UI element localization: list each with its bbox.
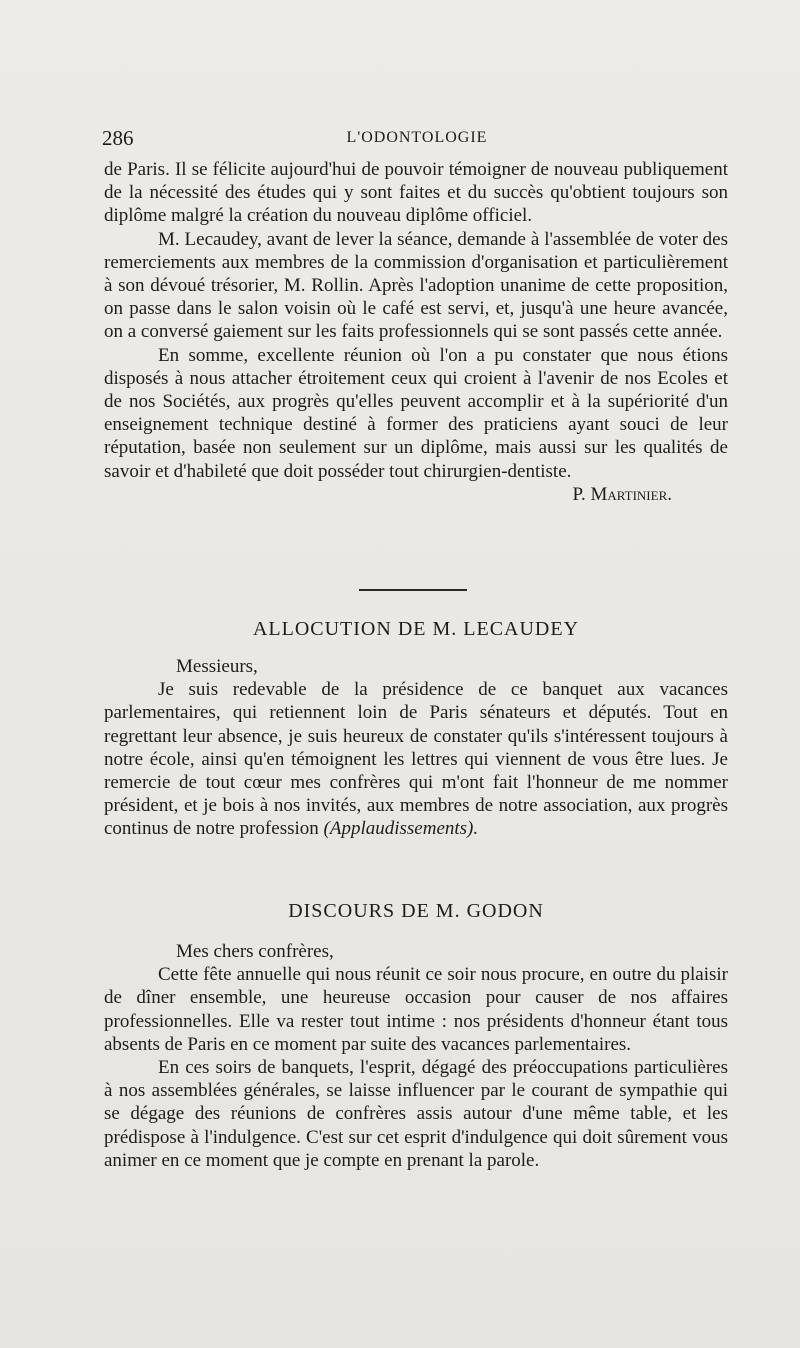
salutation-confreres: Mes chers confrères, bbox=[176, 941, 334, 962]
heading-discours: DISCOURS DE M. GODON bbox=[288, 900, 544, 922]
page-number: 286 bbox=[102, 126, 134, 150]
paragraph-soirs-banquets: En ces soirs de banquets, l'esprit, dégagé des préoccupations particulières à nos assemblées générales, se laisse influencer par le courant de sympathie qui se dégage des réunions de confrères assis autour d'une même table, et les prédispose à l'indulgence. C'est sur cet esprit d'indulgence qui doit sûrement vous animer en ce moment que je compte en prenant la parole. bbox=[104, 1057, 728, 1171]
report-conclusion bbox=[104, 158, 728, 506]
signature-name: Martinier. bbox=[590, 483, 672, 505]
applause-note: (Applaudissements). bbox=[323, 818, 479, 840]
paragraph-lecaudey-seance: M. Lecaudey, avant de lever la séance, demande à l'assemblée de voter des remerciements aux membres de la commission d'organisation et particulièrement à son dévoué trésorier, M. Rollin. Après l'adoption unanime de cette proposition, on passe dans le salon voisin où le café est servi, et, jusqu'à une heure avancée, on a conversé gaiement sur les faits professionnels qui se sont passés cette année. bbox=[104, 228, 728, 343]
salutation-messieurs: Messieurs, bbox=[176, 656, 258, 677]
paragraph-en-somme: En somme, excellente réunion où l'on a pu constater que nous étions disposés à nous attacher étroitement ceux qui croient à l'avenir de nos Ecoles et de nos Sociétés, aux progrès qu'elles peuvent accomplir et à la supériorité d'un enseignement technique destiné à former des praticiens ayant souci de leur réputation, basée non seulement sur un diplôme, mais aussi sur les qualités de savoir et d'habileté que doit posséder tout chirurgien-dentiste. bbox=[104, 344, 728, 482]
section-divider bbox=[359, 589, 467, 591]
allocution-lecaudey bbox=[104, 655, 728, 841]
discours-godon bbox=[104, 940, 728, 1172]
allocution-body bbox=[104, 678, 728, 840]
page-header bbox=[102, 126, 732, 156]
paragraph-de-paris: de Paris. Il se félicite aujourd'hui de pouvoir témoigner de nouveau publiquement de la nécessité des études qui y sont faites et du succès qu'obtient toujours son diplôme malgré la création du nouveau diplôme officiel. bbox=[104, 159, 728, 227]
paragraph-fete-annuelle: Cette fête annuelle qui nous réunit ce soir nous procure, en outre du plaisir de dîner ensemble, une heureuse occasion pour causer de nos affaires professionnelles. Elle va rester tout intime : nos présidents d'honneur étant tous absents de Paris en ce moment par suite des vacances parlementaires. bbox=[104, 964, 728, 1055]
signature bbox=[104, 483, 672, 506]
heading-allocution: ALLOCUTION DE M. LECAUDEY bbox=[252, 618, 580, 640]
signature-initial: P. bbox=[572, 483, 586, 505]
allocution-text: Je suis redevable de la présidence de ce banquet aux vacances parlementaires, qui retiennent loin de Paris sénateurs et députés. Tout en regrettant leur absence, je suis heureux de constater qu'ils s'intéressent toujours à notre école, ainsi qu'en témoignent les lettres qui viennent de vous être lues. Je remercie de tout cœur mes confrères qui m'ont fait l'honneur de me nommer président, et je bois à nos invités, aux membres de notre association, aux progrès continus de notre profession bbox=[104, 679, 728, 840]
running-title: L'ODONTOLOGIE bbox=[346, 129, 488, 146]
